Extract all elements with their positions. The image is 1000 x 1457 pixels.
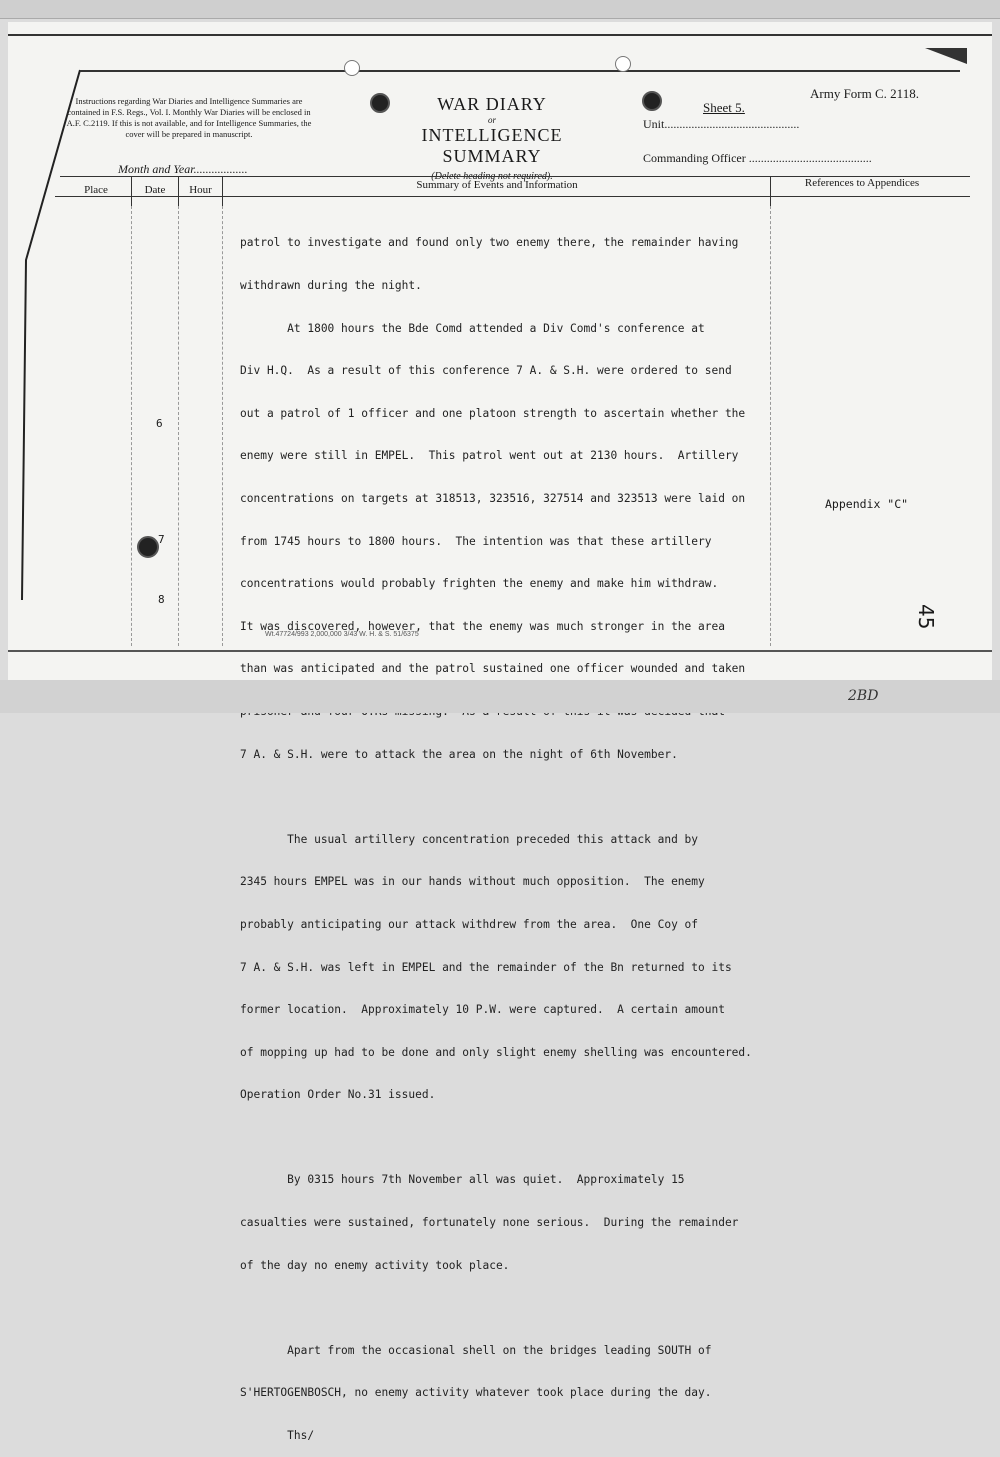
print-code: Wt.47724/993 2,000,000 3/43 W. H. & S. 51/6375 [265, 631, 419, 638]
summary-line: It was discovered, however, that the enemy was much stronger in the area [240, 619, 725, 633]
summary-line: concentrations would probably frighten the enemy and make him withdraw. [240, 577, 719, 591]
handwritten-note: 2BD [848, 688, 879, 704]
column-header-date: Date [144, 184, 166, 196]
title-intelligence-summary: INTELLIGENCE SUMMARY [421, 125, 563, 166]
summary-line: withdrawn during the night. [240, 279, 422, 292]
army-form-number: Army Form C. 2118. [810, 86, 919, 101]
summary-line: of mopping up had to be done and only slight enemy shelling was encountered. [240, 1045, 752, 1059]
column-divider [770, 176, 771, 206]
ink-blot-icon [137, 536, 159, 558]
summary-line: former location. Approximately 10 P.W. were captured. A certain amount [240, 1003, 725, 1017]
entry-date: 6 [156, 417, 163, 430]
summary-line: than was anticipated and the patrol sustained one officer wounded and taken [240, 662, 746, 676]
summary-line: of the day no enemy activity took place. [240, 1258, 510, 1272]
summary-line: casualties were sustained, fortunately none serious. During the remainder [240, 1216, 739, 1230]
sheet-top-border [8, 34, 992, 36]
summary-line [240, 1131, 800, 1145]
sheet-number: Sheet 5. [703, 100, 745, 115]
form-top-border [80, 70, 960, 72]
column-header-summary: Summary of Events and Information [416, 179, 578, 191]
instructions-text: Instructions regarding War Diaries and Intelligence Summaries are contained in F.S. Regs., Vol. I. Monthly War Diaries will be enclosed in A.F. C.2119. If this is not available, and for Intelligence Summaries, the cover will be prepared in manuscript. [66, 96, 312, 139]
summary-line: 2345 hours EMPEL was in our hands without much opposition. The enemy [240, 875, 705, 889]
punch-hole-icon [615, 56, 631, 72]
corner-tab-icon [925, 46, 969, 66]
appendix-reference: Appendix "C" [825, 497, 909, 511]
column-header-references: References to Appendices [804, 177, 920, 189]
summary-line: concentrations on targets at 318513, 323516, 327514 and 323513 were laid on [240, 491, 746, 505]
column-guide [131, 206, 132, 646]
summary-line [240, 1301, 800, 1315]
title-war-diary: WAR DIARY [437, 94, 547, 114]
column-guide [222, 206, 223, 646]
summary-line: Operation Order No.31 issued. [240, 1088, 436, 1102]
form-title [372, 94, 612, 182]
summary-line: probably anticipating our attack withdrew from the area. One Coy of [240, 917, 699, 931]
column-header-hour: Hour [189, 184, 212, 196]
royal-crest-icon [642, 91, 662, 111]
summary-line: Div H.Q. As a result of this conference 7 A. & S.H. were ordered to send [240, 364, 732, 378]
summary-line: patrol to investigate and found only two enemy there, the remainder having [240, 236, 739, 250]
entry-date: 8 [158, 593, 165, 606]
summary-line: Ths/ [240, 1429, 315, 1443]
commanding-officer-label: Commanding Officer ......................................... [643, 151, 872, 165]
column-guide [178, 206, 179, 646]
summary-line: out a patrol of 1 officer and one platoon strength to ascertain whether the [240, 406, 746, 420]
summary-line: from 1745 hours to 1800 hours. The intention was that these artillery [240, 534, 712, 548]
title-or: or [487, 115, 496, 125]
punch-hole-icon [344, 60, 360, 76]
summary-text [240, 208, 800, 1457]
form-left-edge [20, 60, 90, 620]
month-year-label: Month and Year.................. [118, 162, 248, 176]
summary-line: 7 A. & S.H. was left in EMPEL and the remainder of the Bn returned to its [240, 960, 732, 974]
summary-line: Apart from the occasional shell on the bridges leading SOUTH of [240, 1343, 712, 1357]
summary-line: At 1800 hours the Bde Comd attended a Div Comd's conference at [240, 321, 705, 335]
entry-date: 7 [158, 533, 165, 546]
summary-line: S'HERTOGENBOSCH, no enemy activity whatever took place during the day. [240, 1386, 712, 1400]
scan-top-strip [0, 0, 1000, 19]
summary-line: 7 A. & S.H. were to attack the area on the night of 6th November. [240, 747, 678, 761]
column-divider [222, 176, 223, 206]
unit-label: Unit............................................. [643, 117, 800, 131]
summary-line: The usual artillery concentration preceded this attack and by [240, 832, 699, 846]
page-number: 45 [914, 604, 938, 630]
summary-line: By 0315 hours 7th November all was quiet. Approximately 15 [240, 1173, 685, 1187]
summary-line: enemy were still in EMPEL. This patrol went out at 2130 hours. Artillery [240, 449, 739, 463]
column-header-place: Place [84, 184, 108, 196]
summary-line [240, 790, 800, 804]
table-header-bottom-rule [55, 196, 970, 197]
